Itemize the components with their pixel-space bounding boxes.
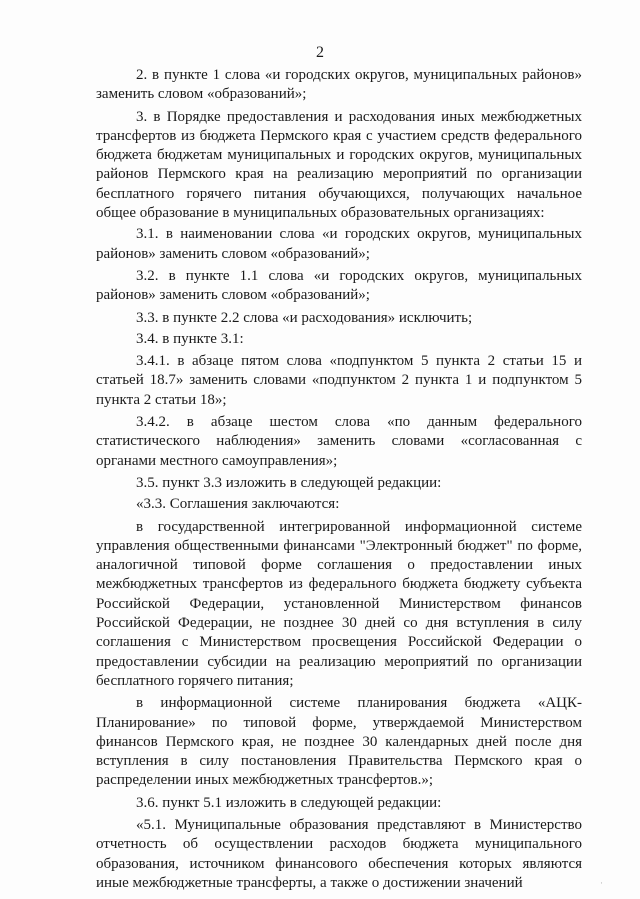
document-body (96, 66, 582, 895)
paragraph-electronic-budget: в государственной интегрированной информационной системе управления общественными финансами "Электронный бюджет" по форме, аналогичной типовой форме соглашения о предоставлении иных межбюджетных трансфертов из федерального бюджета бюджету субъекта Российской Федерации, установленной Министерством финансов Российской Федерации, не позднее 30 дней со дня вступления в силу соглашения с Министерством просвещения Российской Федерации о предоставлении субсидии на реализацию мероприятий по организации бесплатного горячего питания; (96, 518, 582, 689)
paragraph-item-3: 3. в Порядке предоставления и расходования иных межбюджетных трансфертов из бюджета Пермского края с участием средств федерального бюджета бюджетам муниципальных и городских округов, муниципальных районов Пермского края на реализацию мероприятий по организации бесплатного горячего питания обучающихся, получающих начальное общее образование в муниципальных образовательных организациях: (96, 108, 582, 222)
paragraph-quoted-5-1: «5.1. Муниципальные образования представляют в Министерство отчетность об осуществлении расходов бюджета муниципального образования, источником финансового обеспечения которых являются иные межбюджетные трансферты, а также о достижении значений (96, 816, 582, 891)
paragraph-item-3-3: 3.3. в пункте 2.2 слова «и расходования» исключить; (136, 309, 473, 326)
paragraph-item-3-4: 3.4. в пункте 3.1: (136, 330, 244, 347)
paragraph-item-3-5: 3.5. пункт 3.3 изложить в следующей редакции: (136, 474, 442, 491)
scan-mark: · (600, 878, 603, 888)
paragraph-item-3-2: 3.2. в пункте 1.1 слова «и городских округов, муниципальных районов» заменить словом «образований»; (96, 267, 582, 304)
paragraph-quoted-3-3: «3.3. Соглашения заключаются: (136, 496, 340, 513)
paragraph-item-3-1: 3.1. в наименовании слова «и городских округов, муниципальных районов» заменить словом «образований»; (96, 226, 582, 262)
paragraph-item-3-4-2: 3.4.2. в абзаце шестом слова «по данным федерального статистического наблюдения» заменить словами «согласованная с органами местного самоуправления»; (96, 414, 582, 469)
paragraph-item-3-4-1: 3.4.1. в абзаце пятом слова «подпунктом 5 пункта 2 статьи 15 и статьей 18.7» заменить словами «подпунктом 2 пункта 1 и подпунктом 5 пункта 2 статьи 18»; (96, 353, 582, 408)
page-number: 2 (316, 44, 324, 61)
paragraph-ack-planning: в информационной системе планирования бюджета «АЦК-Планирование» по типовой форме, утверждаемой Министерством финансов Пермского края, не позднее 30 календарных дней после дня вступления в силу постановления Правительства Пермского края о распределении иных межбюджетных трансфертов.»; (96, 695, 582, 789)
paragraph-item-2: 2. в пункте 1 слова «и городских округов, муниципальных районов» заменить словом «образований»; (96, 67, 582, 103)
paragraph-item-3-6: 3.6. пункт 5.1 изложить в следующей редакции: (136, 794, 442, 811)
